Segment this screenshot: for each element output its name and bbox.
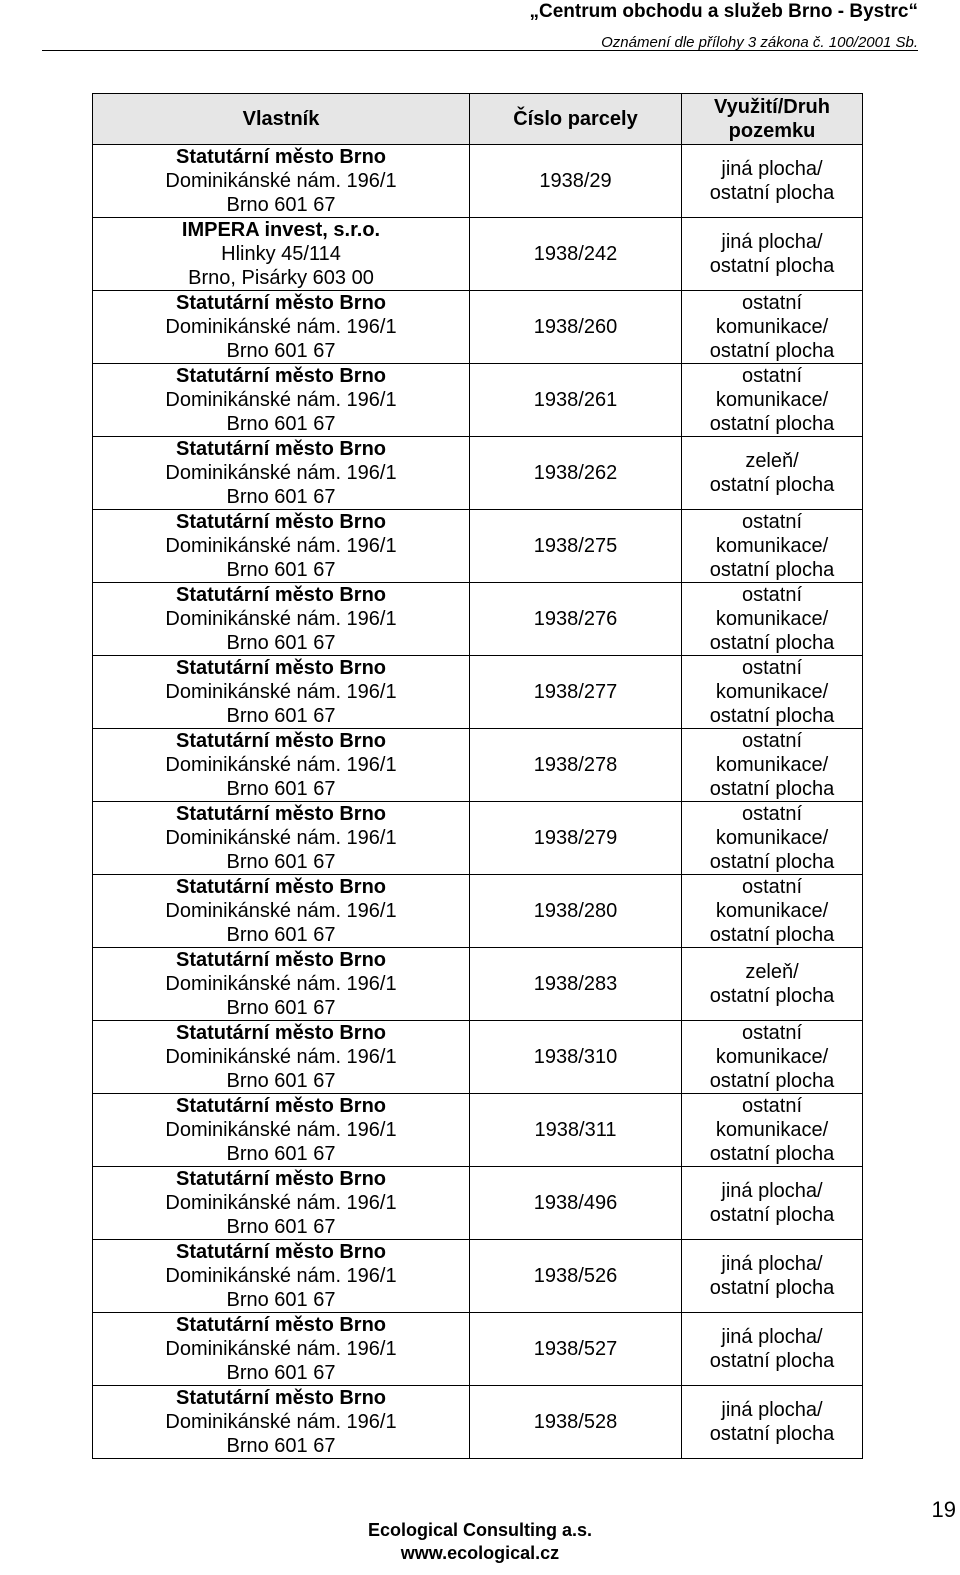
parcel-number-cell: 1938/310 — [470, 1021, 682, 1094]
owner-name: Statutární město Brno — [175, 146, 387, 168]
owner-address-line: Brno 601 67 — [226, 486, 336, 508]
land-use-line: jiná plocha/ — [721, 1399, 823, 1421]
owner-address-line: Brno 601 67 — [226, 705, 336, 727]
table-row — [93, 729, 863, 802]
owner-address-line: Brno 601 67 — [226, 1289, 336, 1311]
parcel-number-cell: 1938/279 — [470, 802, 682, 875]
land-use-line: ostatní plocha — [709, 559, 835, 581]
owner-cell — [93, 1313, 470, 1386]
land-use-cell — [682, 291, 863, 364]
land-use-line: jiná plocha/ — [721, 1326, 823, 1348]
land-use-line: komunikace/ — [715, 389, 829, 411]
land-use-line: komunikace/ — [715, 1119, 829, 1141]
owner-address-line: Brno 601 67 — [226, 1216, 336, 1238]
land-use-line: ostatní plocha — [709, 632, 835, 654]
owner-cell — [93, 583, 470, 656]
owner-address-line: Dominikánské nám. 196/1 — [165, 681, 397, 703]
owner-name: Statutární město Brno — [175, 949, 387, 971]
owner-cell — [93, 145, 470, 218]
parcel-number-cell: 1938/280 — [470, 875, 682, 948]
owner-address-line: Dominikánské nám. 196/1 — [165, 1265, 397, 1287]
column-header-use: Využití/Druh pozemku — [682, 94, 863, 145]
land-use-cell — [682, 218, 863, 291]
owner-cell — [93, 1094, 470, 1167]
parcel-number-cell: 1938/260 — [470, 291, 682, 364]
parcel-table — [92, 93, 863, 1459]
owner-address-line: Dominikánské nám. 196/1 — [165, 535, 397, 557]
owner-address-line: Brno 601 67 — [226, 778, 336, 800]
land-use-line: ostatní — [741, 657, 803, 679]
land-use-line: ostatní — [741, 511, 803, 533]
owner-cell — [93, 729, 470, 802]
land-use-line: ostatní plocha — [709, 255, 835, 277]
table-row — [93, 1240, 863, 1313]
land-use-line: ostatní plocha — [709, 1070, 835, 1092]
land-use-line: komunikace/ — [715, 316, 829, 338]
owner-name: Statutární město Brno — [175, 1387, 387, 1409]
owner-address-line: Brno 601 67 — [226, 997, 336, 1019]
parcel-number-cell: 1938/275 — [470, 510, 682, 583]
parcel-number-cell: 1938/278 — [470, 729, 682, 802]
land-use-line: komunikace/ — [715, 681, 829, 703]
parcel-number-cell: 1938/277 — [470, 656, 682, 729]
table-row — [93, 583, 863, 656]
owner-name: Statutární město Brno — [175, 1314, 387, 1336]
owner-address-line: Brno, Pisárky 603 00 — [188, 267, 374, 289]
owner-address-line: Dominikánské nám. 196/1 — [165, 608, 397, 630]
parcel-number-cell: 1938/496 — [470, 1167, 682, 1240]
parcel-number-cell: 1938/276 — [470, 583, 682, 656]
land-use-line: komunikace/ — [715, 900, 829, 922]
footer-website: www.ecological.cz — [400, 1543, 560, 1563]
land-use-line: ostatní — [741, 584, 803, 606]
land-use-line: ostatní plocha — [709, 182, 835, 204]
land-use-line: komunikace/ — [715, 608, 829, 630]
owner-address-line: Dominikánské nám. 196/1 — [165, 389, 397, 411]
footer — [0, 1519, 960, 1565]
owner-address-line: Dominikánské nám. 196/1 — [165, 900, 397, 922]
owner-address-line: Dominikánské nám. 196/1 — [165, 1338, 397, 1360]
land-use-line: ostatní plocha — [709, 340, 835, 362]
owner-name: Statutární město Brno — [175, 1022, 387, 1044]
land-use-line: komunikace/ — [715, 535, 829, 557]
land-use-line: ostatní plocha — [709, 778, 835, 800]
land-use-line: ostatní plocha — [709, 413, 835, 435]
owner-cell — [93, 1021, 470, 1094]
land-use-cell — [682, 364, 863, 437]
land-use-cell — [682, 145, 863, 218]
document-title: „Centrum obchodu a služeb Brno - Bystrc“ — [529, 1, 918, 22]
parcel-number-cell: 1938/311 — [470, 1094, 682, 1167]
document-subtitle: Oznámení dle přílohy 3 zákona č. 100/2001 Sb. — [601, 34, 918, 51]
land-use-line: jiná plocha/ — [721, 1253, 823, 1275]
owner-address-line: Brno 601 67 — [226, 194, 336, 216]
land-use-line: ostatní — [741, 365, 803, 387]
table-row — [93, 656, 863, 729]
owner-name: Statutární město Brno — [175, 1168, 387, 1190]
owner-name: Statutární město Brno — [175, 657, 387, 679]
land-use-line: ostatní plocha — [709, 474, 835, 496]
owner-name: Statutární město Brno — [175, 803, 387, 825]
land-use-cell — [682, 510, 863, 583]
owner-address-line: Hlinky 45/114 — [221, 243, 341, 265]
land-use-cell — [682, 875, 863, 948]
owner-cell — [93, 656, 470, 729]
owner-address-line: Brno 601 67 — [226, 851, 336, 873]
owner-address-line: Brno 601 67 — [226, 559, 336, 581]
land-use-line: jiná plocha/ — [721, 231, 823, 253]
owner-cell — [93, 802, 470, 875]
owner-address-line: Dominikánské nám. 196/1 — [165, 170, 397, 192]
land-use-line: jiná plocha/ — [721, 1180, 823, 1202]
table-row — [93, 218, 863, 291]
owner-cell — [93, 364, 470, 437]
land-use-cell — [682, 1386, 863, 1459]
table-row — [93, 437, 863, 510]
land-use-line: ostatní — [741, 803, 803, 825]
owner-address-line: Brno 601 67 — [226, 1435, 336, 1457]
land-use-line: ostatní plocha — [709, 1277, 835, 1299]
table-row — [93, 802, 863, 875]
parcel-number-cell: 1938/262 — [470, 437, 682, 510]
owner-address-line: Dominikánské nám. 196/1 — [165, 1119, 397, 1141]
owner-cell — [93, 291, 470, 364]
owner-address-line: Dominikánské nám. 196/1 — [165, 1411, 397, 1433]
owner-cell — [93, 437, 470, 510]
land-use-line: ostatní plocha — [709, 1143, 835, 1165]
land-use-line: ostatní — [741, 292, 803, 314]
table-row — [93, 510, 863, 583]
table-row — [93, 1021, 863, 1094]
owner-address-line: Brno 601 67 — [226, 1362, 336, 1384]
land-use-line: ostatní plocha — [709, 924, 835, 946]
owner-name: Statutární město Brno — [175, 438, 387, 460]
owner-address-line: Brno 601 67 — [226, 1070, 336, 1092]
table-row — [93, 1386, 863, 1459]
land-use-cell — [682, 656, 863, 729]
column-header-parcel: Číslo parcely — [470, 94, 682, 145]
table-header-row — [93, 94, 863, 145]
parcel-number-cell: 1938/242 — [470, 218, 682, 291]
land-use-line: ostatní plocha — [709, 985, 835, 1007]
owner-address-line: Dominikánské nám. 196/1 — [165, 462, 397, 484]
land-use-line: komunikace/ — [715, 1046, 829, 1068]
land-use-line: ostatní plocha — [709, 1423, 835, 1445]
owner-cell — [93, 1167, 470, 1240]
table-body — [93, 145, 863, 1459]
land-use-line: ostatní plocha — [709, 1350, 835, 1372]
owner-cell — [93, 875, 470, 948]
owner-name: Statutární město Brno — [175, 1241, 387, 1263]
table-row — [93, 1167, 863, 1240]
parcel-number-cell: 1938/526 — [470, 1240, 682, 1313]
owner-name: Statutární město Brno — [175, 730, 387, 752]
land-use-cell — [682, 1167, 863, 1240]
table-row — [93, 875, 863, 948]
table-row — [93, 1313, 863, 1386]
owner-name: Statutární město Brno — [175, 511, 387, 533]
owner-cell — [93, 510, 470, 583]
owner-address-line: Brno 601 67 — [226, 413, 336, 435]
land-use-line: ostatní — [741, 1022, 803, 1044]
land-use-line: ostatní plocha — [709, 851, 835, 873]
land-use-cell — [682, 729, 863, 802]
owner-address-line: Dominikánské nám. 196/1 — [165, 754, 397, 776]
land-use-line: jiná plocha/ — [721, 158, 823, 180]
column-header-owner: Vlastník — [93, 94, 470, 145]
parcel-number-cell: 1938/261 — [470, 364, 682, 437]
land-use-line: ostatní — [741, 730, 803, 752]
land-use-cell — [682, 1240, 863, 1313]
land-use-line: zeleň/ — [745, 961, 799, 983]
land-use-line: ostatní plocha — [709, 705, 835, 727]
parcel-number-cell: 1938/527 — [470, 1313, 682, 1386]
owner-cell — [93, 1240, 470, 1313]
table-row — [93, 145, 863, 218]
owner-cell — [93, 948, 470, 1021]
owner-address-line: Dominikánské nám. 196/1 — [165, 316, 397, 338]
land-use-cell — [682, 1313, 863, 1386]
owner-address-line: Dominikánské nám. 196/1 — [165, 827, 397, 849]
table-row — [93, 291, 863, 364]
owner-address-line: Brno 601 67 — [226, 924, 336, 946]
land-use-line: komunikace/ — [715, 754, 829, 776]
owner-name: Statutární město Brno — [175, 1095, 387, 1117]
land-use-cell — [682, 1021, 863, 1094]
land-use-line: ostatní — [741, 876, 803, 898]
owner-name: Statutární město Brno — [175, 876, 387, 898]
table-row — [93, 948, 863, 1021]
land-use-line: ostatní plocha — [709, 1204, 835, 1226]
owner-address-line: Dominikánské nám. 196/1 — [165, 973, 397, 995]
table-row — [93, 364, 863, 437]
owner-name: Statutární město Brno — [175, 584, 387, 606]
owner-name: Statutární město Brno — [175, 365, 387, 387]
header-divider — [42, 50, 918, 51]
land-use-line: komunikace/ — [715, 827, 829, 849]
land-use-line: zeleň/ — [745, 450, 799, 472]
footer-company: Ecological Consulting a.s. — [367, 1520, 593, 1540]
land-use-cell — [682, 948, 863, 1021]
owner-cell — [93, 1386, 470, 1459]
owner-address-line: Brno 601 67 — [226, 340, 336, 362]
owner-address-line: Brno 601 67 — [226, 1143, 336, 1165]
owner-address-line: Dominikánské nám. 196/1 — [165, 1192, 397, 1214]
owner-cell — [93, 218, 470, 291]
land-use-cell — [682, 1094, 863, 1167]
land-use-cell — [682, 583, 863, 656]
parcel-number-cell: 1938/528 — [470, 1386, 682, 1459]
parcel-number-cell: 1938/283 — [470, 948, 682, 1021]
owner-name: Statutární město Brno — [175, 292, 387, 314]
land-use-cell — [682, 802, 863, 875]
land-use-cell — [682, 437, 863, 510]
page-number: 19 — [931, 1497, 956, 1522]
parcel-number-cell: 1938/29 — [470, 145, 682, 218]
owner-address-line: Brno 601 67 — [226, 632, 336, 654]
land-use-line: ostatní — [741, 1095, 803, 1117]
owner-name: IMPERA invest, s.r.o. — [181, 219, 381, 241]
owner-address-line: Dominikánské nám. 196/1 — [165, 1046, 397, 1068]
table-row — [93, 1094, 863, 1167]
